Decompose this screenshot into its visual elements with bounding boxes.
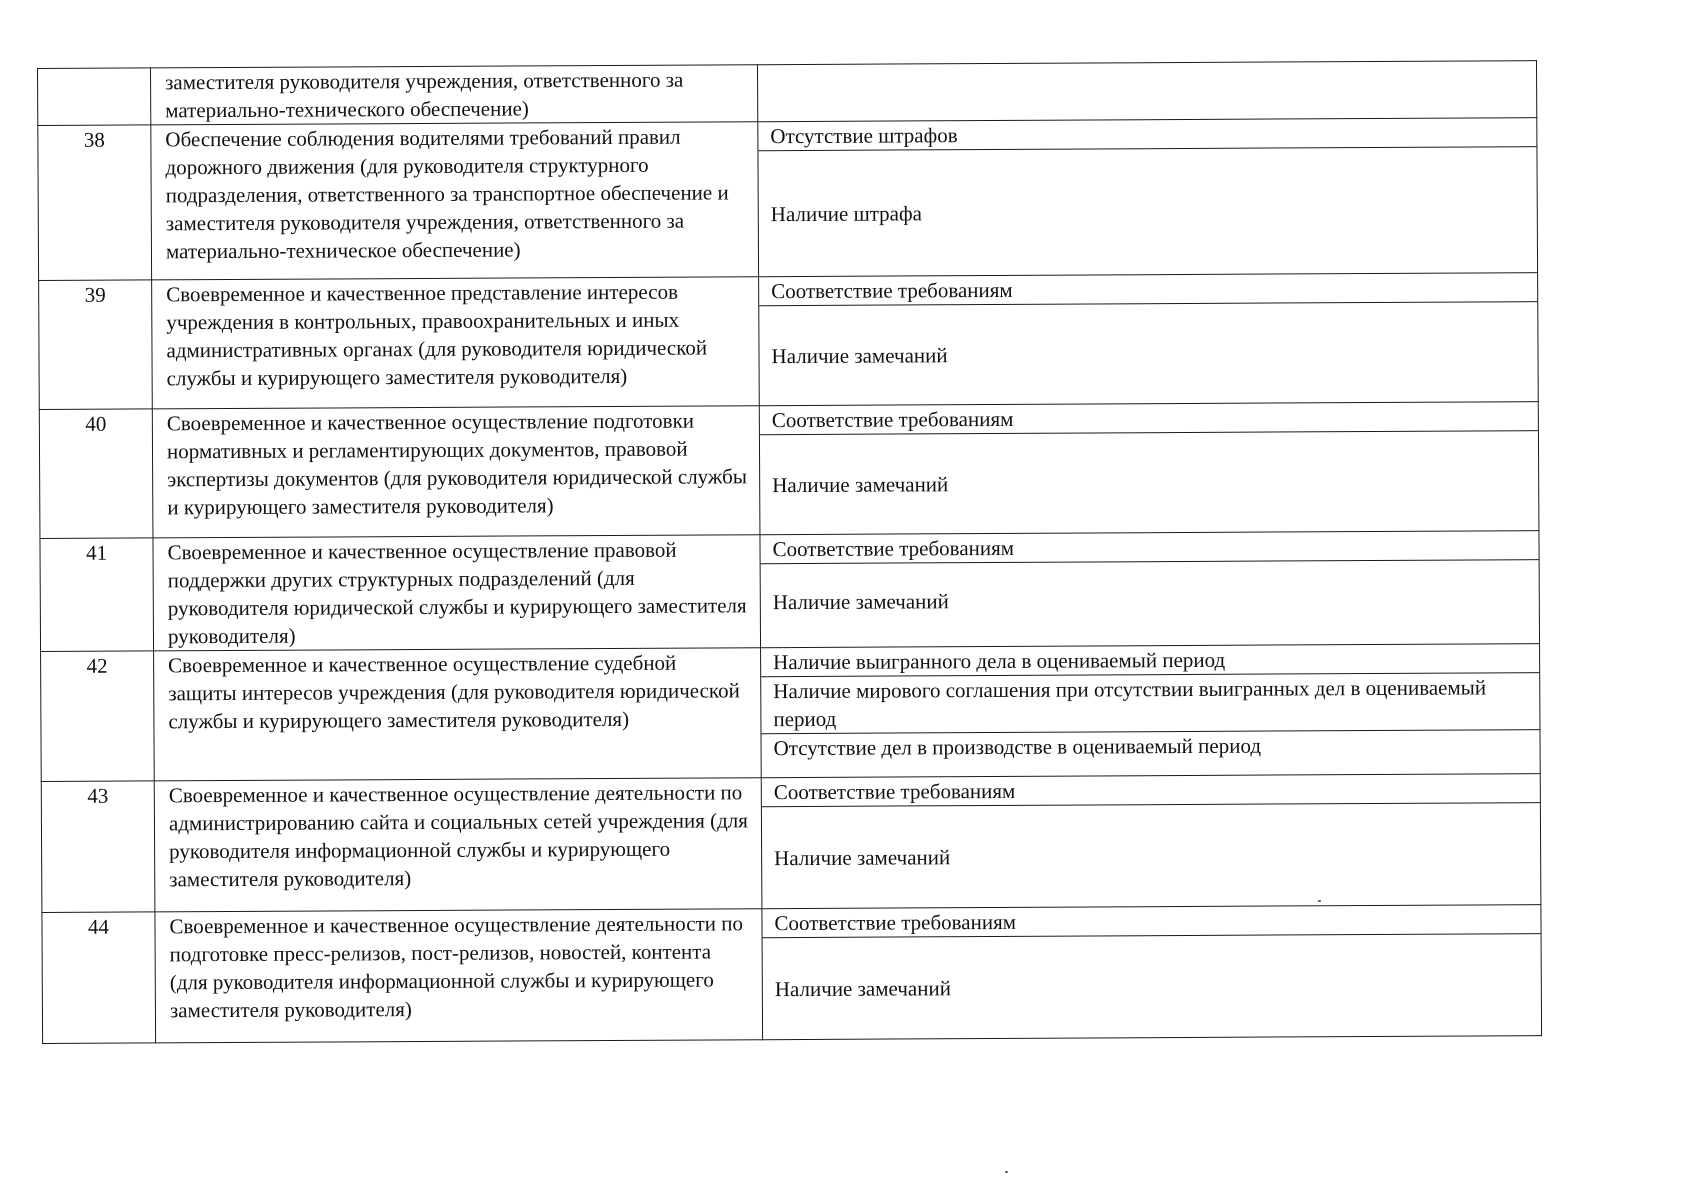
row-description: Своевременное и качественное осуществление судебной защиты интересов учреждения (для руководителя юридической службы и курирующего заместителя руководителя) (154, 648, 762, 781)
row-description: Своевременное и качественное осуществление правовой поддержки других структурных подразделений (для руководителя юридической службы и курирующего заместителя руководителя) (153, 535, 761, 651)
row-number: 44 (42, 912, 156, 1044)
criterion-item: Наличие замечаний (772, 588, 949, 614)
row-description: Своевременное и качественное осуществление подготовки нормативных и регламентирующих документов, правовой экспертизы документов (для руководителя юридической службы и курирующего заместителя руководителя) (152, 406, 760, 538)
criterion-item: Отсутствие дел в производстве в оцениваемый период (773, 733, 1262, 761)
row-number: 38 (38, 125, 152, 281)
scan-speck (1318, 900, 1321, 902)
row-criteria (762, 905, 1542, 1040)
table-row (41, 774, 1541, 913)
scan-speck (1005, 1171, 1008, 1173)
criterion-item: Соответствие требованиям (762, 905, 1540, 938)
row-number: 42 (41, 651, 155, 782)
table-row (39, 402, 1539, 539)
row-description: Обеспечение соблюдения водителями требований правил дорожного движения (для руководителя структурного подразделения, ответственного за транспортное обеспечение и заместителя руководителя учреждения, ответственного за материально-техническое обеспечение) (151, 122, 759, 280)
criterion-item: Наличие штрафа (770, 200, 922, 226)
criterion-item: Наличие замечаний (772, 471, 949, 497)
table-row (39, 273, 1539, 410)
criterion-item: Соответствие требованиям (760, 531, 1538, 564)
table-row (38, 61, 1537, 126)
row-number (38, 68, 151, 126)
criterion-item: Наличие выигранного дела в оцениваемый период (761, 644, 1539, 677)
row-criteria (760, 531, 1540, 648)
row-description: Своевременное и качественное осуществление деятельности по администрированию сайта и социальных сетей учреждения (для руководителя информационной службы и курирующего заместителя руководителя) (154, 778, 762, 912)
criterion-item: Соответствие требованиям (760, 402, 1538, 435)
criteria-table (37, 60, 1542, 1044)
criterion-item: Соответствие требованиям (762, 774, 1540, 807)
criterion-item: Соответствие требованиям (759, 273, 1537, 306)
row-description: Своевременное и качественное представление интересов учреждения в контрольных, правоохранительных и иных административных органах (для руководителя юридической службы и курирующего заместителя руководителя) (152, 277, 760, 409)
row-number: 41 (40, 538, 154, 652)
table-row (38, 118, 1538, 281)
row-criteria (761, 644, 1541, 778)
criterion-item: Наличие мирового соглашения при отсутствии выигранных дел в оцениваемый период (761, 673, 1539, 734)
table-row (42, 905, 1542, 1044)
table-row (40, 531, 1540, 652)
criterion-item: Отсутствие штрафов (758, 118, 1536, 151)
row-criteria (761, 774, 1541, 909)
row-description: заместителя руководителя учреждения, ответственного за материально-технического обеспечение) (151, 65, 758, 125)
row-criteria (757, 61, 1536, 122)
row-criteria (759, 273, 1539, 406)
row-number: 40 (39, 409, 153, 539)
criterion-item: Наличие замечаний (774, 975, 951, 1001)
table-row (41, 644, 1541, 782)
row-number: 43 (41, 781, 155, 913)
criterion-item: Наличие замечаний (774, 844, 951, 870)
row-criteria (759, 402, 1539, 535)
criterion-item: Наличие замечаний (771, 342, 948, 368)
row-description: Своевременное и качественное осуществление деятельности по подготовке пресс-релизов, пост-релизов, новостей, контента (для руководителя информационной службы и курирующего заместителя руководителя) (155, 909, 763, 1043)
row-criteria (758, 118, 1538, 277)
row-number: 39 (39, 280, 153, 410)
